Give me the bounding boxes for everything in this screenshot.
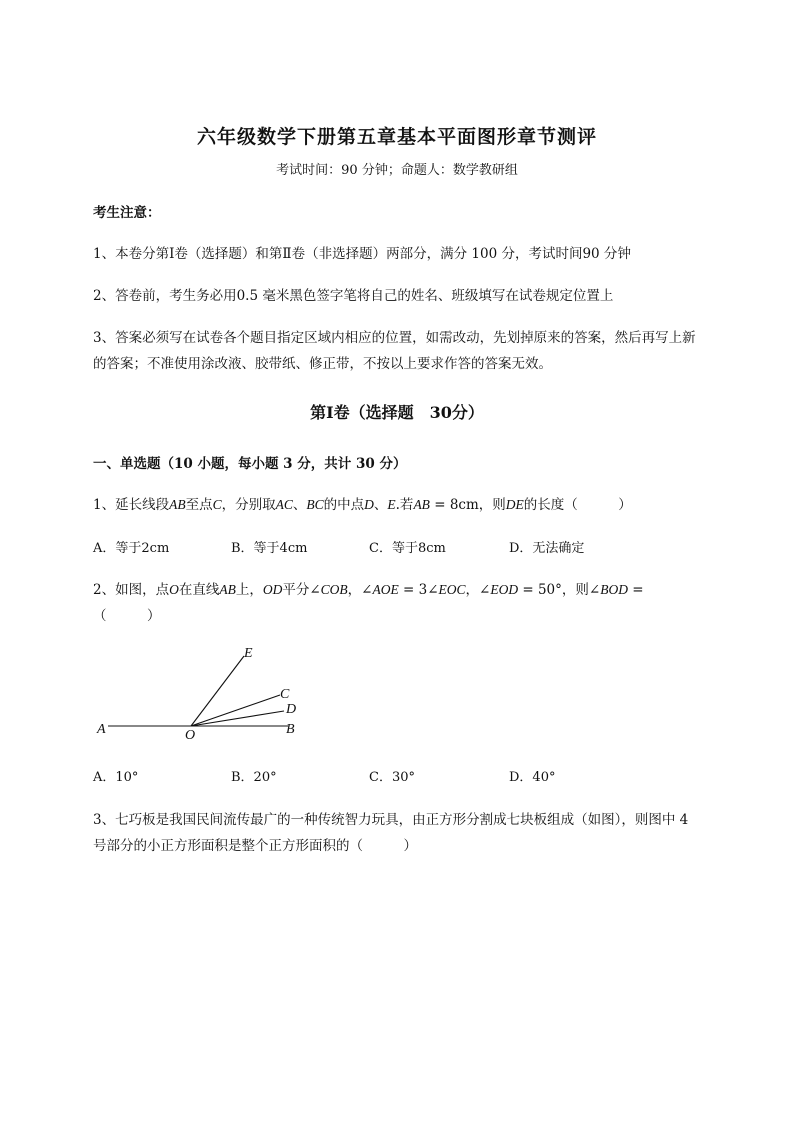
- question-2-option-a[interactable]: A．10°: [93, 770, 139, 785]
- label-o: O: [185, 728, 196, 740]
- question-1-stem: 1、延长线段AB至点C，分别取AC、BC的中点D、E.若AB = 8cm，则DE的长度（ ）: [93, 497, 632, 513]
- part-title: 一、单选题（10 小题，每小题 3 分，共计 30 分）: [93, 456, 407, 472]
- label-b: B: [286, 722, 295, 737]
- question-2-option-b[interactable]: B．20°: [231, 770, 277, 785]
- question-2-answer-blank: （ ）: [93, 608, 161, 624]
- question-2-option-d[interactable]: D．40°: [509, 770, 556, 785]
- notice-item-2: 2、答卷前，考生务必用0.5 毫米黑色签字笔将自己的姓名、班级填写在试卷规定位置上: [93, 288, 614, 304]
- angle-figure: [90, 640, 310, 740]
- notice-item-3-continued: 的答案；不准使用涂改液、胶带纸、修正带，不按以上要求作答的答案无效。: [93, 356, 552, 372]
- section-title: 第Ⅰ卷（选择题 30分）: [310, 403, 484, 422]
- label-d: D: [286, 702, 297, 717]
- label-e: E: [244, 646, 253, 661]
- ray-oe: [191, 656, 244, 726]
- ray-oc: [191, 695, 280, 726]
- question-2-stem: 2、如图，点O在直线AB上，OD平分∠COB，∠AOE = 3∠EOC，∠EOD = 50°，则∠BOD =: [93, 582, 644, 598]
- notice-item-1: 1、本卷分第Ⅰ卷（选择题）和第Ⅱ卷（非选择题）两部分，满分 100 分，考试时间90 分钟: [93, 246, 631, 262]
- label-c: C: [280, 687, 290, 702]
- question-3-stem: 3、七巧板是我国民间流传最广的一种传统智力玩具，由正方形分割成七块板组成（如图），则图中 4: [93, 812, 689, 828]
- question-1-option-b[interactable]: B．等于4cm: [231, 541, 308, 556]
- document-title: 六年级数学下册第五章基本平面图形章节测评: [196, 126, 597, 148]
- question-1-option-a[interactable]: A．等于2cm: [93, 541, 170, 556]
- question-2-option-c[interactable]: C．30°: [369, 770, 415, 785]
- question-1-option-d[interactable]: D．无法确定: [509, 541, 585, 556]
- question-1-option-c[interactable]: C．等于8cm: [369, 541, 446, 556]
- notice-item-3: 3、答案必须写在试卷各个题目指定区域内相应的位置，如需改动，先划掉原来的答案，然后再写上新: [93, 330, 696, 346]
- label-a: A: [97, 722, 106, 737]
- ray-od: [191, 711, 284, 726]
- document-subtitle: 考试时间：90 分钟；命题人：数学教研组: [276, 163, 518, 178]
- question-3-stem-continued: 号部分的小正方形面积是整个正方形面积的（ ）: [93, 838, 417, 854]
- notice-heading: 考生注意：: [93, 205, 161, 221]
